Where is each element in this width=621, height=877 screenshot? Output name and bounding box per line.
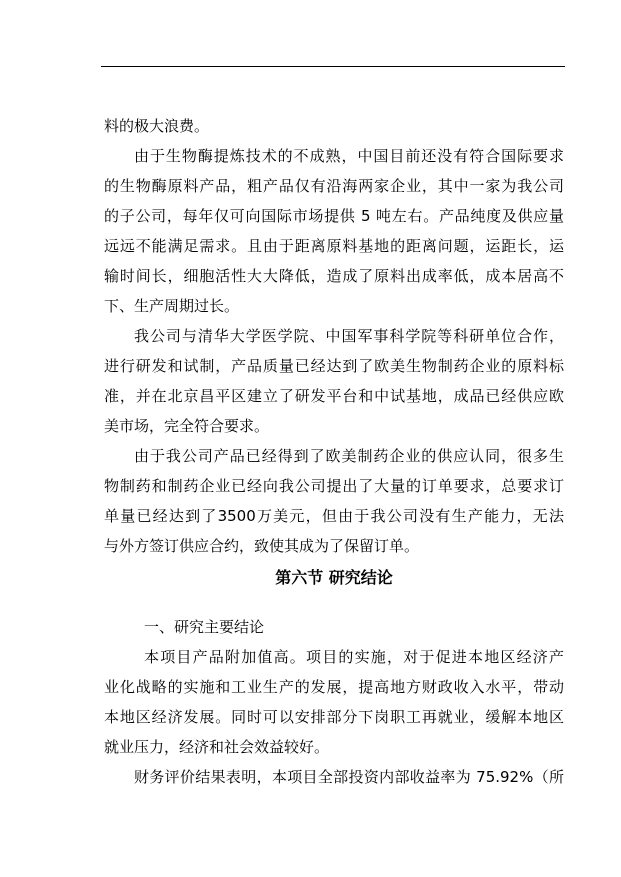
header-rule xyxy=(101,66,565,67)
paragraph-line: 远远不能满足需求。且由于距离原料基地的距离问题，运距长，运 xyxy=(104,237,564,255)
section-title: 第六节 研究结论 xyxy=(275,568,393,587)
paragraph-line: 本地区经济发展。同时可以安排部分下岗职工再就业，缓解本地区 xyxy=(104,708,564,726)
paragraph-line: 就业压力，经济和社会效益较好。 xyxy=(104,738,330,756)
paragraph-line: 美市场，完全符合要求。 xyxy=(104,417,270,435)
paragraph-line: 业化战略的实施和工业生产的发展，提高地方财政收入水平，带动 xyxy=(104,678,564,696)
paragraph-line: 料的极大浪费。 xyxy=(104,117,210,135)
paragraph-line: 与外方签订供应合约，致使其成为了保留订单。 xyxy=(104,537,420,555)
paragraph-line: 物制药和制药企业已经向我公司提出了大量的订单要求，总要求订 xyxy=(104,477,564,495)
subheading: 一、研究主要结论 xyxy=(144,618,265,636)
paragraph-line: 的生物酶原料产品，粗产品仅有沿海两家企业，其中一家为我公司 xyxy=(104,177,564,195)
paragraph-line: 由于我公司产品已经得到了欧美制药企业的供应认同，很多生 xyxy=(134,447,564,465)
paragraph-line: 单量已经达到了3500万美元，但由于我公司没有生产能力，无法 xyxy=(104,507,564,525)
paragraph-line: 下、生产周期过长。 xyxy=(104,297,240,315)
paragraph-line: 输时间长，细胞活性大大降低，造成了原料出成率低，成本居高不 xyxy=(104,267,564,285)
paragraph-line: 进行研发和试制，产品质量已经达到了欧美生物制药企业的原料标 xyxy=(104,357,564,375)
paragraph-line: 准，并在北京昌平区建立了研发平台和中试基地，成品已经供应欧 xyxy=(104,387,564,405)
paragraph-line: 我公司与清华大学医学院、中国军事科学院等科研单位合作， xyxy=(134,327,564,345)
paragraph-line: 由于生物酶提炼技术的不成熟，中国目前还没有符合国际要求 xyxy=(134,147,564,165)
paragraph-line: 财务评价结果表明，本项目全部投资内部收益率为 75.92%（所 xyxy=(134,768,564,786)
paragraph-line: 本项目产品附加值高。项目的实施，对于促进本地区经济产 xyxy=(144,648,564,666)
paragraph-line: 的子公司，每年仅可向国际市场提供 5 吨左右。产品纯度及供应量 xyxy=(104,207,564,225)
